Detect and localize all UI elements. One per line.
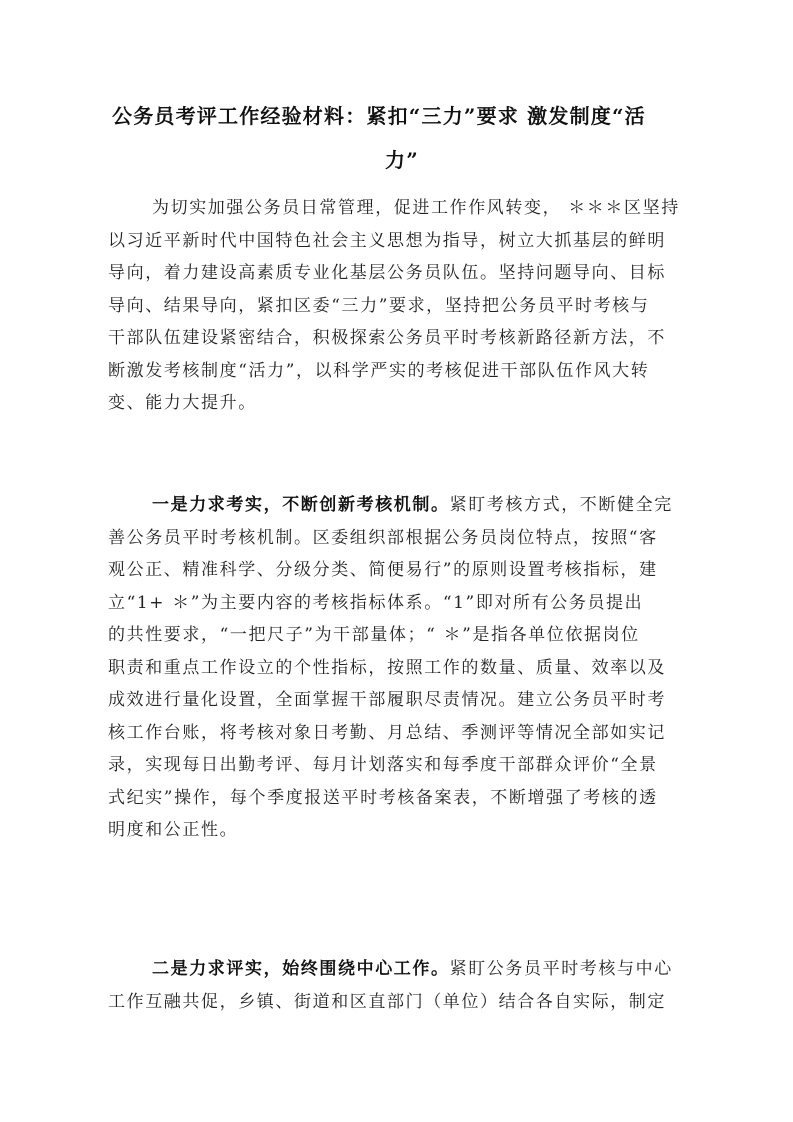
- section-2-heading: 二是力求评实，始终围绕中心工作。: [152, 959, 450, 979]
- paragraph-first-line: [108, 953, 686, 986]
- paragraph-line: 为切实加强公务员日常管理，促进工作作风转变， ＊＊＊区坚持: [152, 198, 680, 218]
- document-title: [112, 94, 692, 182]
- paragraph-line: 的共性要求，“一把尺子”为干部量体；“ ＊”是指各单位依据岗位: [108, 625, 640, 645]
- paragraph-line: 式纪实”操作，每个季度报送平时考核备案表，不断增强了考核的透: [108, 787, 658, 808]
- paragraph-line: 变、能力大提升。: [108, 393, 257, 413]
- paragraph-line: 录，实现每日出勤考评、每月计划落实和每季度干部群众评价“全景: [108, 755, 658, 775]
- section-1-heading: 一是力求考实，不断创新考核机制。: [152, 495, 450, 515]
- paragraph-intro: [108, 192, 686, 420]
- paragraph-line: 核工作台账，将考核对象日考勤、月总结、季测评等情况全部如实记: [108, 722, 666, 743]
- paragraph-line-rest: 紧盯公务员平时考核与中心: [449, 959, 673, 979]
- paragraph-line: 断激发考核制度“活力”，以科学严实的考核促进干部队伍作风大转: [108, 360, 650, 381]
- paragraph-line: 观公正、精准科学、分级分类、简便易行”的原则设置考核指标，建: [108, 560, 658, 580]
- paragraph-first-line: [108, 489, 686, 522]
- paragraph-line: 工作互融共促，乡镇、街道和区直部门（单位）结合各自实际，制定: [108, 991, 666, 1012]
- paragraph-line-rest: 紧盯考核方式，不断健全完: [449, 495, 673, 515]
- paragraph-line: 导向、结果导向，紧扣区委“三力”要求，坚持把公务员平时考核与: [108, 295, 650, 316]
- paragraph-line: 善公务员平时考核机制。区委组织部根据公务员岗位特点，按照“客: [108, 527, 658, 548]
- paragraph-line: 成效进行量化设置，全面掌握干部履职尽责情况。建立公务员平时考: [108, 690, 666, 710]
- paragraph-section-1: [108, 489, 686, 847]
- paragraph-section-2: [108, 953, 686, 1018]
- title-line-2: 力”: [385, 148, 419, 172]
- paragraph-line: 导向，着力建设高素质专业化基层公务员队伍。坚持问题导向、目标: [108, 263, 666, 283]
- title-line-1: 公务员考评工作经验材料：紧扣“三力”要求 激发制度“活: [112, 104, 646, 128]
- paragraph-line: 立“1+ ＊”为主要内容的考核指标体系。“1”即对所有公务员提出: [108, 592, 644, 613]
- paragraph-line: 以习近平新时代中国特色社会主义思想为指导，树立大抓基层的鲜明: [108, 230, 666, 251]
- paragraph-line: 明度和公正性。: [108, 820, 239, 840]
- paragraph-line: 职责和重点工作设立的个性指标，按照工作的数量、质量、效率以及: [108, 657, 666, 678]
- paragraph-line: 干部队伍建设紧密结合，积极探索公务员平时考核新路径新方法，不: [108, 328, 666, 348]
